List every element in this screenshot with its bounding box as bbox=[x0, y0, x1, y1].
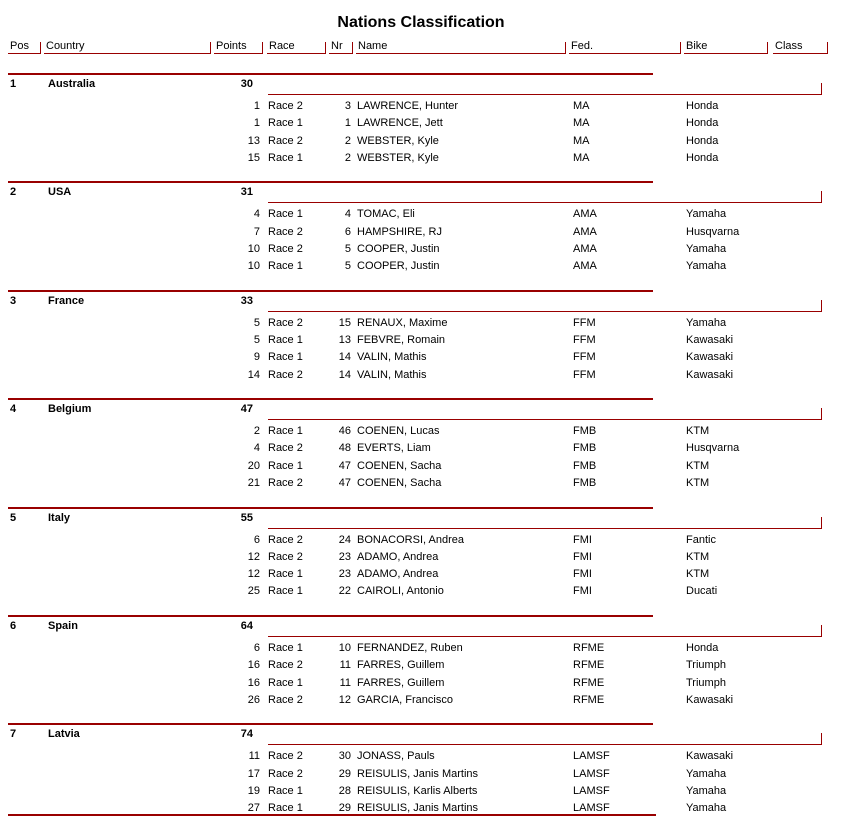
nation-group bbox=[0, 507, 842, 615]
federation: AMA bbox=[573, 260, 597, 273]
bike-brand: Yamaha bbox=[686, 260, 727, 273]
rider-row bbox=[0, 766, 842, 783]
federation: LAMSF bbox=[573, 767, 610, 780]
rider-name: COENEN, Sacha bbox=[357, 477, 442, 490]
bike-brand: Kawasaki bbox=[686, 334, 734, 347]
points-underline bbox=[268, 419, 822, 420]
bike-brand: KTM bbox=[686, 477, 710, 490]
rider-row bbox=[0, 692, 842, 709]
rider-name: WEBSTER, Kyle bbox=[357, 134, 439, 147]
column-header-race bbox=[267, 40, 326, 54]
rider-row bbox=[0, 458, 842, 475]
bike-brand: Honda bbox=[686, 151, 719, 164]
nation-group bbox=[0, 615, 842, 723]
race-label: Race 2 bbox=[268, 550, 303, 563]
race-label: Race 2 bbox=[268, 659, 303, 672]
rider-row bbox=[0, 115, 842, 132]
rider-name: GARCIA, Francisco bbox=[357, 693, 453, 706]
rider-position: 2 bbox=[253, 425, 260, 438]
rider-number: 47 bbox=[338, 477, 351, 490]
country-name: Belgium bbox=[48, 403, 92, 416]
rider-name: LAWRENCE, Hunter bbox=[357, 100, 459, 112]
points-underline bbox=[268, 202, 822, 203]
points-underline-tick bbox=[821, 300, 822, 312]
rider-position: 9 bbox=[253, 351, 260, 364]
race-label: Race 2 bbox=[268, 533, 303, 546]
points-underline-tick bbox=[821, 625, 822, 637]
group-separator-line bbox=[8, 73, 653, 75]
points-underline bbox=[268, 311, 822, 312]
column-header-bike-label: Bike bbox=[686, 40, 708, 52]
rider-position: 10 bbox=[247, 242, 260, 255]
race-label: Race 2 bbox=[268, 225, 303, 238]
rider-number: 2 bbox=[344, 151, 351, 164]
race-label: Race 1 bbox=[268, 425, 303, 438]
points-underline bbox=[268, 528, 822, 529]
federation: FMI bbox=[573, 550, 592, 563]
bike-brand: Yamaha bbox=[686, 242, 727, 255]
rider-row bbox=[0, 315, 842, 332]
column-header-name-label: Name bbox=[358, 40, 388, 52]
bike-brand: Husqvarna bbox=[686, 225, 740, 238]
rider-name: FERNANDEZ, Ruben bbox=[357, 642, 463, 654]
points-underline-tick bbox=[821, 733, 822, 745]
bike-brand: Honda bbox=[686, 100, 719, 112]
rider-position: 6 bbox=[253, 533, 260, 546]
points-total: 47 bbox=[240, 403, 253, 416]
rider-position: 12 bbox=[247, 550, 260, 563]
rider-row bbox=[0, 748, 842, 765]
column-tick bbox=[767, 42, 768, 53]
rider-position: 12 bbox=[247, 568, 260, 581]
page-bottom-line bbox=[8, 814, 656, 816]
points-underline bbox=[268, 636, 822, 637]
bike-brand: Yamaha bbox=[686, 802, 727, 815]
rider-number: 14 bbox=[338, 368, 351, 381]
group-separator-line bbox=[8, 723, 653, 725]
column-header-pos bbox=[8, 40, 41, 54]
bike-brand: Yamaha bbox=[686, 208, 727, 221]
column-header-bike bbox=[684, 40, 768, 54]
column-header-class bbox=[773, 40, 828, 54]
race-label: Race 2 bbox=[268, 693, 303, 706]
group-position: 1 bbox=[10, 78, 17, 90]
rider-row bbox=[0, 566, 842, 583]
rider-position: 13 bbox=[247, 134, 260, 147]
race-label: Race 2 bbox=[268, 242, 303, 255]
country-name: Latvia bbox=[48, 728, 80, 741]
rider-name: HAMPSHIRE, RJ bbox=[357, 225, 442, 238]
race-label: Race 1 bbox=[268, 585, 303, 598]
rider-name: VALIN, Mathis bbox=[357, 351, 427, 364]
points-total: 33 bbox=[240, 294, 253, 307]
rider-name: COENEN, Sacha bbox=[357, 459, 442, 472]
group-separator-line bbox=[8, 290, 653, 292]
rider-number: 5 bbox=[344, 260, 351, 273]
rider-row bbox=[0, 133, 842, 150]
federation: RFME bbox=[573, 659, 605, 672]
group-position: 3 bbox=[10, 294, 17, 307]
column-header-race-label: Race bbox=[269, 40, 295, 52]
rider-position: 14 bbox=[247, 368, 260, 381]
race-label: Race 2 bbox=[268, 750, 303, 763]
rider-number: 29 bbox=[338, 767, 351, 780]
rider-position: 1 bbox=[253, 100, 260, 112]
race-label: Race 1 bbox=[268, 568, 303, 581]
points-underline bbox=[268, 94, 822, 95]
rider-number: 24 bbox=[338, 533, 351, 546]
rider-number: 23 bbox=[338, 550, 351, 563]
column-header-fed bbox=[569, 40, 681, 54]
nation-group bbox=[0, 398, 842, 506]
rider-number: 47 bbox=[338, 459, 351, 472]
rider-number: 11 bbox=[339, 659, 351, 672]
rider-name: COENEN, Lucas bbox=[357, 425, 440, 438]
race-label: Race 1 bbox=[268, 351, 303, 364]
rider-number: 14 bbox=[338, 351, 351, 364]
bike-brand: Honda bbox=[686, 134, 719, 147]
race-label: Race 1 bbox=[268, 208, 303, 221]
rider-number: 2 bbox=[344, 134, 351, 147]
rider-row bbox=[0, 258, 842, 275]
bike-brand: Kawasaki bbox=[686, 693, 734, 706]
points-underline-tick bbox=[821, 191, 822, 203]
column-header-points bbox=[214, 40, 263, 54]
group-separator-line bbox=[8, 615, 653, 617]
rider-name: RENAUX, Maxime bbox=[357, 316, 448, 329]
rider-name: TOMAC, Eli bbox=[357, 208, 415, 221]
group-position: 2 bbox=[10, 186, 17, 199]
rider-number: 10 bbox=[338, 642, 351, 654]
bike-brand: Ducati bbox=[686, 585, 718, 598]
rider-number: 4 bbox=[344, 208, 351, 221]
rider-name: ADAMO, Andrea bbox=[357, 550, 439, 563]
race-label: Race 2 bbox=[268, 100, 303, 112]
race-label: Race 1 bbox=[268, 784, 303, 797]
rider-row bbox=[0, 332, 842, 349]
rider-name: FEBVRE, Romain bbox=[357, 334, 446, 347]
group-separator-line bbox=[8, 507, 653, 509]
rider-name: COOPER, Justin bbox=[357, 242, 440, 255]
column-header-nr-label: Nr bbox=[331, 40, 343, 52]
race-label: Race 2 bbox=[268, 134, 303, 147]
rider-name: WEBSTER, Kyle bbox=[357, 151, 439, 164]
bike-brand: Honda bbox=[686, 117, 719, 130]
bike-brand: Fantic bbox=[686, 533, 716, 546]
column-header-points-label: Points bbox=[216, 40, 247, 52]
column-header-pos-label: Pos bbox=[10, 40, 29, 52]
group-position: 4 bbox=[10, 403, 17, 416]
rider-row bbox=[0, 367, 842, 384]
column-header-class-label: Class bbox=[775, 40, 803, 52]
rider-name: REISULIS, Janis Martins bbox=[357, 802, 479, 815]
rider-row bbox=[0, 349, 842, 366]
bike-brand: Kawasaki bbox=[686, 368, 734, 381]
race-label: Race 1 bbox=[268, 117, 303, 130]
rider-number: 15 bbox=[338, 316, 351, 329]
race-label: Race 1 bbox=[268, 459, 303, 472]
race-label: Race 1 bbox=[268, 260, 303, 273]
rider-position: 11 bbox=[248, 750, 260, 763]
rider-position: 10 bbox=[247, 260, 260, 273]
federation: FFM bbox=[573, 368, 596, 381]
bike-brand: Husqvarna bbox=[686, 442, 740, 455]
rider-row bbox=[0, 657, 842, 674]
page-title: Nations Classification bbox=[337, 14, 505, 31]
rider-row bbox=[0, 475, 842, 492]
points-underline-tick bbox=[821, 408, 822, 420]
rider-row bbox=[0, 98, 842, 115]
rider-row bbox=[0, 783, 842, 800]
column-tick bbox=[680, 42, 681, 53]
rider-number: 11 bbox=[339, 676, 351, 689]
federation: AMA bbox=[573, 242, 597, 255]
federation: FMB bbox=[573, 442, 597, 455]
rider-position: 19 bbox=[247, 784, 260, 797]
rider-position: 15 bbox=[247, 151, 260, 164]
federation: FMI bbox=[573, 585, 592, 598]
federation: AMA bbox=[573, 225, 597, 238]
points-total: 30 bbox=[240, 78, 253, 90]
rider-row bbox=[0, 206, 842, 223]
column-header-fed-label: Fed. bbox=[571, 40, 594, 52]
bike-brand: Triumph bbox=[686, 659, 726, 672]
race-label: Race 2 bbox=[268, 767, 303, 780]
race-label: Race 1 bbox=[268, 642, 303, 654]
points-total: 31 bbox=[240, 186, 253, 199]
rider-position: 25 bbox=[247, 585, 260, 598]
federation: FMB bbox=[573, 459, 597, 472]
rider-row bbox=[0, 224, 842, 241]
race-label: Race 1 bbox=[268, 802, 303, 815]
column-tick bbox=[210, 42, 211, 53]
race-label: Race 1 bbox=[268, 151, 303, 164]
bike-brand: Yamaha bbox=[686, 316, 727, 329]
rider-number: 5 bbox=[344, 242, 351, 255]
group-separator-line bbox=[8, 398, 653, 400]
bike-brand: KTM bbox=[686, 568, 710, 581]
federation: RFME bbox=[573, 642, 605, 654]
rider-position: 16 bbox=[247, 659, 260, 672]
rider-name: LAWRENCE, Jett bbox=[357, 117, 443, 130]
bike-brand: KTM bbox=[686, 425, 710, 438]
rider-name: ADAMO, Andrea bbox=[357, 568, 439, 581]
rider-number: 12 bbox=[338, 693, 351, 706]
country-name: Australia bbox=[48, 78, 96, 90]
column-tick bbox=[40, 42, 41, 53]
rider-position: 4 bbox=[253, 442, 260, 455]
rider-row bbox=[0, 583, 842, 600]
bike-brand: KTM bbox=[686, 550, 710, 563]
rider-number: 6 bbox=[344, 225, 351, 238]
rider-row bbox=[0, 440, 842, 457]
race-label: Race 2 bbox=[268, 477, 303, 490]
rider-name: CAIROLI, Antonio bbox=[357, 585, 444, 598]
rider-name: EVERTS, Liam bbox=[357, 442, 431, 455]
points-total: 64 bbox=[240, 620, 253, 632]
column-tick bbox=[325, 42, 326, 53]
rider-position: 7 bbox=[253, 225, 260, 238]
federation: LAMSF bbox=[573, 802, 610, 815]
rider-name: FARRES, Guillem bbox=[357, 659, 445, 672]
rider-position: 5 bbox=[253, 316, 260, 329]
rider-position: 21 bbox=[247, 477, 260, 490]
federation: FMB bbox=[573, 477, 597, 490]
federation: AMA bbox=[573, 208, 597, 221]
rider-position: 1 bbox=[253, 117, 260, 130]
points-underline-tick bbox=[821, 83, 822, 95]
rider-position: 26 bbox=[247, 693, 260, 706]
federation: FFM bbox=[573, 334, 596, 347]
column-header-name bbox=[356, 40, 566, 54]
points-total: 55 bbox=[240, 511, 253, 524]
column-tick bbox=[565, 42, 566, 53]
column-tick bbox=[827, 42, 828, 53]
column-tick bbox=[262, 42, 263, 53]
rider-position: 17 bbox=[247, 767, 260, 780]
rider-position: 5 bbox=[253, 334, 260, 347]
rider-position: 6 bbox=[253, 642, 260, 654]
country-name: France bbox=[48, 294, 85, 307]
column-tick bbox=[352, 42, 353, 53]
federation: RFME bbox=[573, 693, 605, 706]
rider-name: REISULIS, Karlis Alberts bbox=[357, 784, 478, 797]
bike-brand: Yamaha bbox=[686, 784, 727, 797]
rider-row bbox=[0, 241, 842, 258]
column-header-country-label: Country bbox=[46, 40, 85, 52]
rider-row bbox=[0, 423, 842, 440]
country-name: USA bbox=[48, 186, 72, 199]
federation: FMI bbox=[573, 568, 592, 581]
federation: LAMSF bbox=[573, 784, 610, 797]
rider-number: 29 bbox=[338, 802, 351, 815]
rider-row bbox=[0, 549, 842, 566]
race-label: Race 1 bbox=[268, 334, 303, 347]
rider-number: 30 bbox=[338, 750, 351, 763]
rider-name: JONASS, Pauls bbox=[357, 750, 435, 763]
nation-group bbox=[0, 290, 842, 398]
federation: FMB bbox=[573, 425, 597, 438]
federation: FFM bbox=[573, 351, 596, 364]
points-underline bbox=[268, 744, 822, 745]
race-label: Race 2 bbox=[268, 442, 303, 455]
federation: MA bbox=[573, 117, 590, 130]
race-label: Race 2 bbox=[268, 368, 303, 381]
points-total: 74 bbox=[240, 728, 253, 741]
rider-number: 22 bbox=[338, 585, 351, 598]
bike-brand: Honda bbox=[686, 642, 719, 654]
group-separator-line bbox=[8, 181, 653, 183]
bike-brand: Kawasaki bbox=[686, 351, 734, 364]
rider-position: 4 bbox=[253, 208, 260, 221]
rider-row bbox=[0, 640, 842, 657]
column-header-nr bbox=[329, 40, 353, 54]
rider-row bbox=[0, 150, 842, 167]
rider-name: FARRES, Guillem bbox=[357, 676, 445, 689]
rider-number: 28 bbox=[338, 784, 351, 797]
group-position: 6 bbox=[10, 620, 17, 632]
rider-number: 48 bbox=[338, 442, 351, 455]
bike-brand: Kawasaki bbox=[686, 750, 734, 763]
rider-row bbox=[0, 675, 842, 692]
country-name: Spain bbox=[48, 620, 78, 632]
bike-brand: Yamaha bbox=[686, 767, 727, 780]
rider-name: COOPER, Justin bbox=[357, 260, 440, 273]
rider-number: 3 bbox=[344, 100, 351, 112]
federation: RFME bbox=[573, 676, 605, 689]
federation: MA bbox=[573, 134, 590, 147]
race-label: Race 1 bbox=[268, 676, 303, 689]
federation: FFM bbox=[573, 316, 596, 329]
bike-brand: Triumph bbox=[686, 676, 726, 689]
rider-row bbox=[0, 532, 842, 549]
points-underline-tick bbox=[821, 517, 822, 529]
rider-name: VALIN, Mathis bbox=[357, 368, 427, 381]
nation-group bbox=[0, 181, 842, 289]
race-label: Race 2 bbox=[268, 316, 303, 329]
federation: MA bbox=[573, 151, 590, 164]
rider-name: BONACORSI, Andrea bbox=[357, 533, 464, 546]
nation-group bbox=[0, 73, 842, 181]
rider-number: 13 bbox=[338, 334, 351, 347]
federation: LAMSF bbox=[573, 750, 610, 763]
bike-brand: KTM bbox=[686, 459, 710, 472]
column-header-country bbox=[44, 40, 211, 54]
rider-name: REISULIS, Janis Martins bbox=[357, 767, 479, 780]
group-position: 7 bbox=[10, 728, 17, 741]
rider-number: 1 bbox=[344, 117, 351, 130]
rider-position: 27 bbox=[247, 802, 260, 815]
rider-position: 20 bbox=[247, 459, 260, 472]
group-position: 5 bbox=[10, 511, 17, 524]
federation: FMI bbox=[573, 533, 592, 546]
federation: MA bbox=[573, 100, 590, 112]
rider-number: 46 bbox=[338, 425, 351, 438]
country-name: Italy bbox=[48, 511, 71, 524]
rider-number: 23 bbox=[338, 568, 351, 581]
rider-position: 16 bbox=[247, 676, 260, 689]
